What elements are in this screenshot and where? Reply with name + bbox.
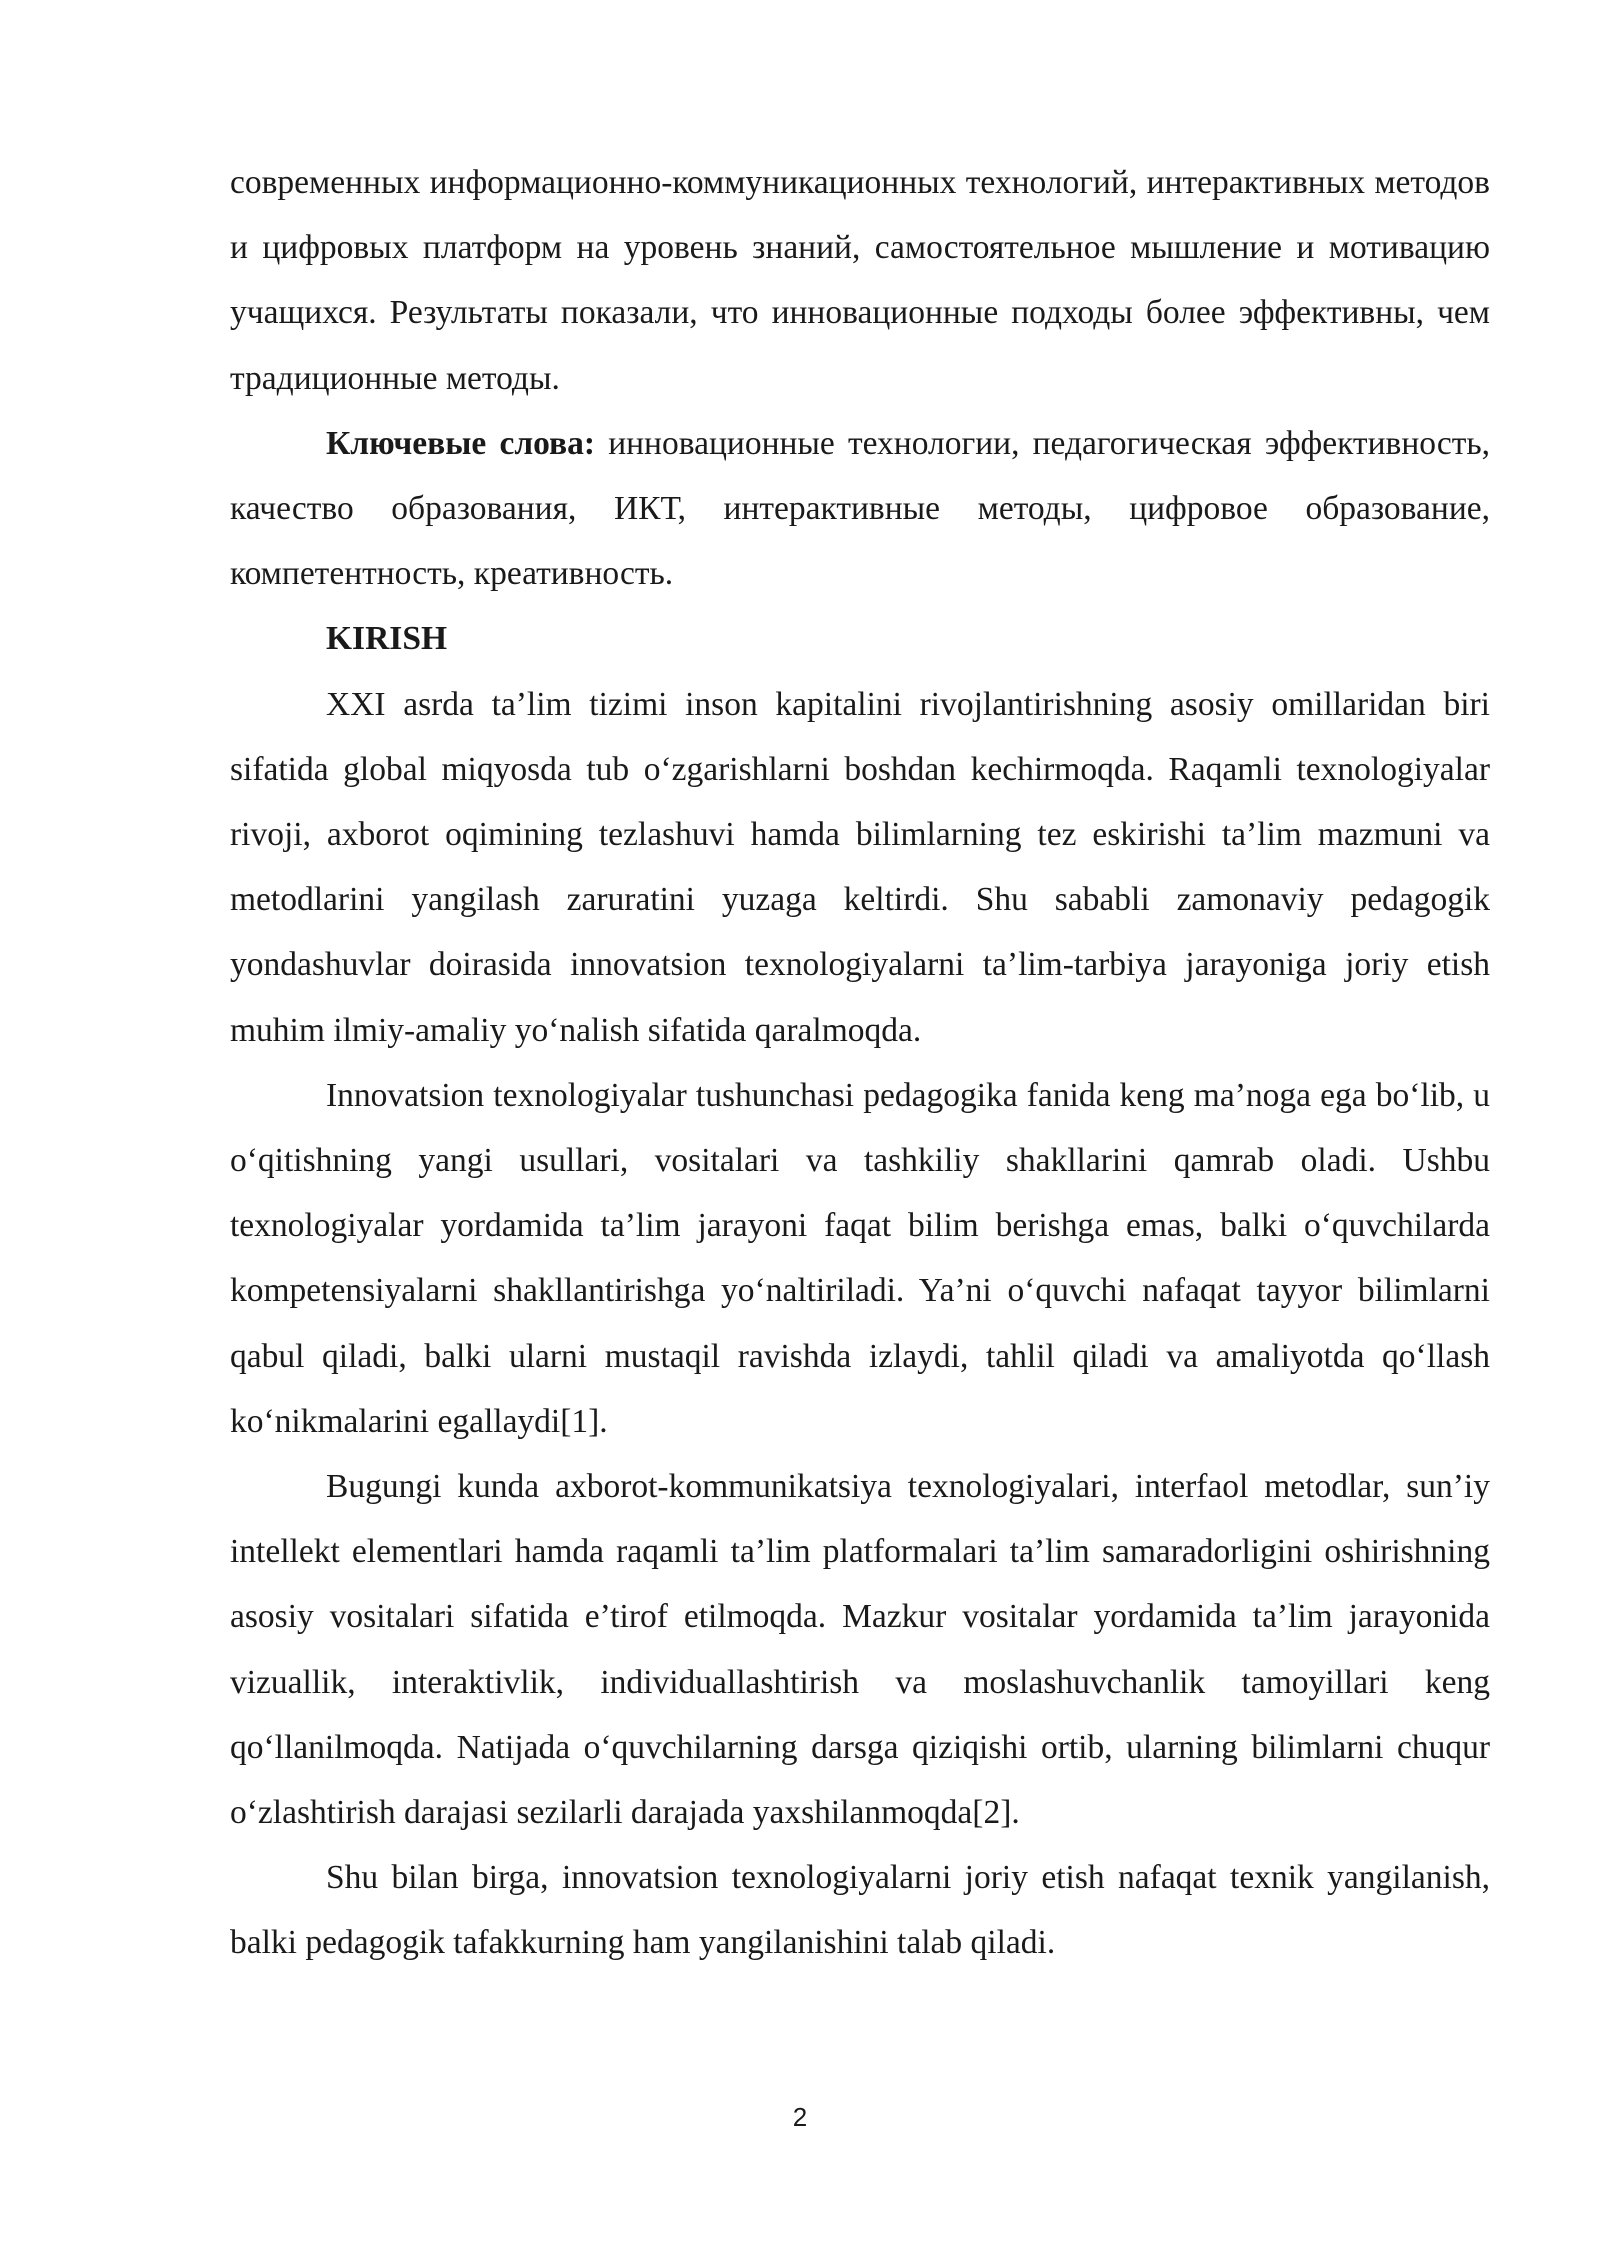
body-paragraph: Bugungi kunda axborot-kommunikatsiya texnologiyalari, interfaol metodlar, sun’iy intellekt elementlari hamda raqamli ta’lim platformalari ta’lim samaradorligini oshirishning asosiy vositalari sifatida e’tirof etilmoqda. Mazkur vositalar yordamida ta’lim jarayonida vizuallik, interaktivlik, individuallashtirish va moslashuvchanlik tamoyillari keng qo‘llanilmoqda. Natijada o‘quvchilarning darsga qiziqishi ortib, ularning bilimlarni chuqur o‘zlashtirish darajasi sezilarli darajada yaxshilanmoqda[2]. xyxy=(230,1468,1490,1832)
keywords-text: инновационные технологии, педагогическая эффективность, качество образования, ИКТ, интерактивные методы, цифровое образование, компетентность, креативность. xyxy=(230,424,1490,593)
keywords-label: Ключевые слова: xyxy=(326,424,596,462)
keywords-paragraph xyxy=(230,411,1490,607)
abstract-tail-paragraph: современных информационно-коммуникационных технологий, интерактивных методов и цифровых платформ на уровень знаний, самостоятельное мышление и мотивацию учащихся. Результаты показали, что инновационные подходы более эффективны, чем традиционные методы. xyxy=(230,164,1490,397)
body-paragraph: XXI asrda ta’lim tizimi inson kapitalini rivojlantirishning asosiy omillaridan biri sifatida global miqyosda tub o‘zgarishlarni boshdan kechirmoqda. Raqamli texnologiyalar rivoji, axborot oqimining tezlashuvi hamda bilimlarning tez eskirishi ta’lim mazmuni va metodlarini yangilash zaruratini yuzaga keltirdi. Shu sababli zamonaviy pedagogik yondashuvlar doirasida innovatsion texnologiyalarni ta’lim-tarbiya jarayoniga joriy etish muhim ilmiy-amaliy yo‘nalish sifatida qaralmoqda. xyxy=(230,685,1490,1049)
page-number: 2 xyxy=(792,2102,808,2132)
section-heading: KIRISH xyxy=(326,620,448,658)
body-paragraph: Innovatsion texnologiyalar tushunchasi pedagogika fanida keng ma’noga ega bo‘lib, u o‘qitishning yangi usullari, vositalari va tashkiliy shakllarini qamrab oladi. Ushbu texnologiyalar yordamida ta’lim jarayoni faqat bilim berishga emas, balki o‘quvchilarda kompetensiyalarni shakllantirishga yo‘naltiriladi. Ya’ni o‘quvchi nafaqat tayyor bilimlarni qabul qiladi, balki ularni mustaqil ravishda izlaydi, tahlil qiladi va amaliyotda qo‘llash ko‘nikmalarini egallaydi[1]. xyxy=(230,1076,1490,1440)
body-text xyxy=(230,150,1490,1976)
body-paragraph-last: Shu bilan birga, innovatsion texnologiyalarni joriy etish nafaqat texnik yangilanish, balki pedagogik tafakkurning ham yangilanishini talab qiladi. xyxy=(230,1859,1490,1962)
